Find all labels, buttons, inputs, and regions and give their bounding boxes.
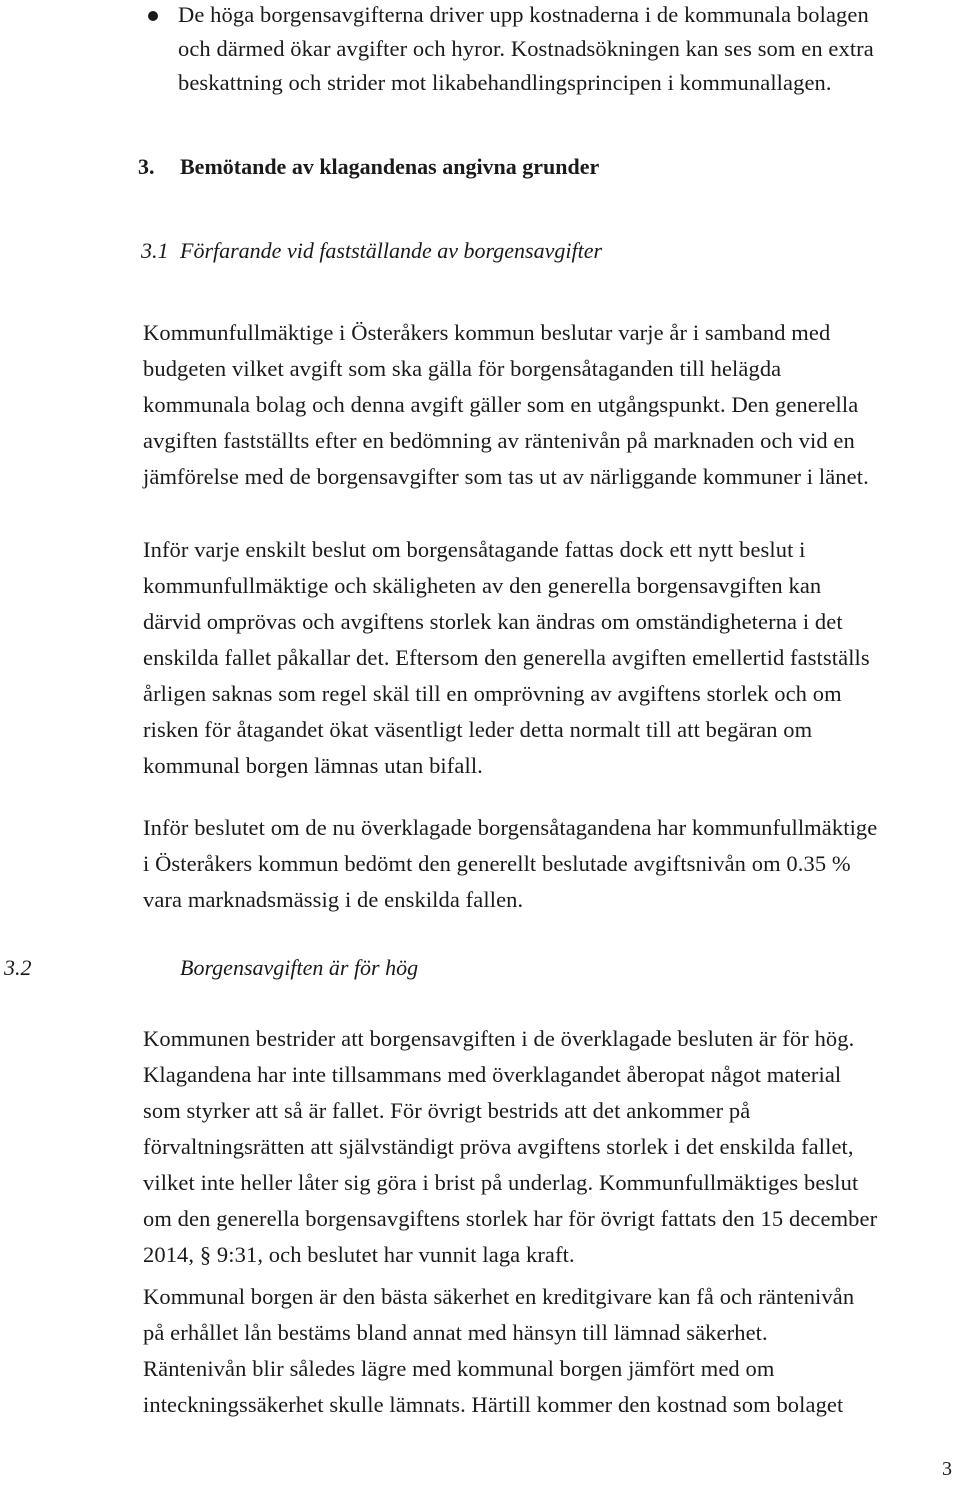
- subsection-number: 3.1: [141, 238, 169, 263]
- paragraph: [143, 535, 870, 787]
- paragraph-line: Kommunen bestrider att borgensavgiften i de överklagade besluten är för hög.: [143, 1026, 855, 1051]
- section-title: Bemötande av klagandenas angivna grunder: [180, 154, 600, 179]
- bullet-icon: [148, 11, 158, 21]
- paragraph-line: därvid omprövas och avgiftens storlek kan ändras om omständigheterna i det: [143, 609, 843, 634]
- paragraph-line: inteckningssäkerhet skulle lämnats. Härtill kommer den kostnad som bolaget: [143, 1392, 844, 1417]
- paragraph: [143, 1282, 854, 1426]
- paragraph-line: avgiften fastställts efter en bedömning av räntenivån på marknaden och vid en: [143, 428, 855, 453]
- bullet-line: och därmed ökar avgifter och hyror. Kostnadsökningen kan ses som en extra: [178, 36, 874, 61]
- paragraph-line: Inför varje enskilt beslut om borgensåtagande fattas dock ett nytt beslut i: [143, 537, 806, 562]
- paragraph-line: som styrker att så är fallet. För övrigt bestrids att det ankommer på: [143, 1098, 751, 1123]
- subsection-title: Förfarande vid fastställande av borgensavgifter: [180, 238, 603, 263]
- paragraph-line: Kommunal borgen är den bästa säkerhet en kreditgivare kan få och räntenivån: [143, 1284, 855, 1309]
- paragraph-line: vara marknadsmässig i de enskilda fallen.: [143, 887, 524, 912]
- subsection-number: 3.2: [4, 955, 32, 980]
- paragraph-line: Kommunfullmäktige i Österåkers kommun beslutar varje år i samband med: [143, 320, 831, 345]
- paragraph-line: risken för åtagandet ökat väsentligt leder detta normalt till att begäran om: [143, 717, 813, 742]
- bullet-line: De höga borgensavgifterna driver upp kostnaderna i de kommunala bolagen: [178, 2, 869, 27]
- paragraph-line: vilket inte heller låter sig göra i brist på underlag. Kommunfullmäktiges beslut: [143, 1170, 859, 1195]
- paragraph: [143, 318, 869, 498]
- paragraph-line: på erhållet lån bestäms bland annat med hänsyn till lämnad säkerhet.: [143, 1320, 768, 1345]
- paragraph: [143, 813, 877, 921]
- bullet-line: beskattning och strider mot likabehandlingsprincipen i kommunallagen.: [178, 70, 832, 95]
- paragraph-line: kommunfullmäktige och skäligheten av den generella borgensavgiften kan: [143, 573, 822, 598]
- section-number: 3.: [138, 154, 155, 179]
- subsection-title: Borgensavgiften är för hög: [180, 955, 419, 980]
- paragraph-line: jämförelse med de borgensavgifter som tas ut av närliggande kommuner i länet.: [143, 464, 869, 489]
- paragraph-line: kommunala bolag och denna avgift gäller som en utgångspunkt. Den generella: [143, 392, 859, 417]
- paragraph-line: om den generella borgensavgiftens storlek har för övrigt fattats den 15 december: [143, 1206, 878, 1231]
- paragraph-line: kommunal borgen lämnas utan bifall.: [143, 753, 483, 778]
- paragraph-line: enskilda fallet påkallar det. Eftersom den generella avgiften emellertid fastställs: [143, 645, 870, 670]
- paragraph-line: Inför beslutet om de nu överklagade borgensåtagandena har kommunfullmäktige: [143, 815, 878, 840]
- paragraph-line: budgeten vilket avgift som ska gälla för borgensåtaganden till helägda: [143, 356, 782, 381]
- paragraph-line: Räntenivån blir således lägre med kommunal borgen jämfört med om: [143, 1356, 775, 1381]
- paragraph-line: 2014, § 9:31, och beslutet har vunnit laga kraft.: [143, 1242, 575, 1267]
- paragraph-line: i Österåkers kommun bedömt den generellt beslutade avgiftsnivån om 0.35 %: [143, 851, 851, 876]
- page-number: 3: [942, 1458, 952, 1480]
- paragraph-line: förvaltningsrätten att självständigt pröva avgiftens storlek i det enskilda fallet,: [143, 1134, 854, 1159]
- paragraph-line: årligen saknas som regel skäl till en omprövning av avgiftens storlek och om: [143, 681, 842, 706]
- paragraph-line: Klagandena har inte tillsammans med överklagandet åberopat något material: [143, 1062, 842, 1087]
- paragraph: [143, 1024, 877, 1276]
